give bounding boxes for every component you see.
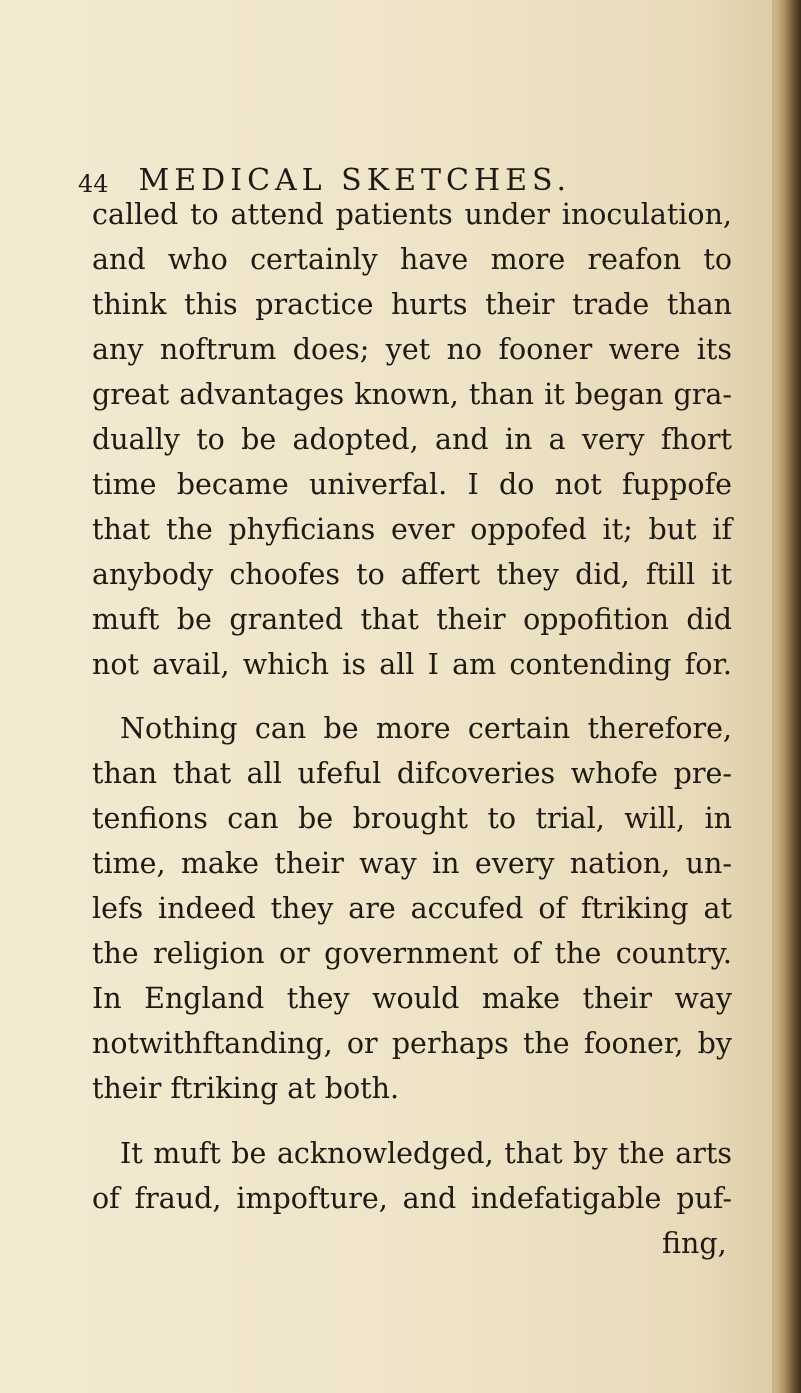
text-line: any noftrum does; yet no fooner were its: [92, 333, 732, 366]
text-line: It muft be acknowledged, that by the arts: [120, 1137, 732, 1170]
text-line: not avail, which is all I am contending for.: [92, 648, 732, 681]
text-line: called to attend patients under inoculation,: [92, 198, 732, 231]
text-line: great advantages known, than it began gra-: [92, 378, 732, 411]
text-line: time became univerfal. I do not fuppofe: [92, 468, 732, 501]
text-line: muft be granted that their oppofition did: [92, 603, 732, 636]
catchword: fing,: [662, 1227, 727, 1260]
text-line: time, make their way in every nation, un-: [92, 847, 732, 880]
text-line: their ftriking at both.: [92, 1072, 400, 1105]
book-gutter: [775, 0, 801, 1393]
page-header: [78, 150, 571, 198]
text-line: lefs indeed they are accufed of ftriking at: [92, 892, 732, 925]
text-line: the religion or government of the country.: [92, 937, 732, 970]
text-line: In England they would make their way: [92, 982, 732, 1015]
text-line: and who certainly have more reafon to: [92, 243, 732, 276]
text-line: tenfions can be brought to trial, will, in: [92, 802, 732, 835]
text-line: notwithftanding, or perhaps the fooner, by: [92, 1027, 732, 1060]
text-line: anybody choofes to affert they did, ftill it: [92, 558, 732, 591]
text-line: dually to be adopted, and in a very fhort: [92, 423, 732, 456]
running-title: MEDICAL SKETCHES.: [138, 163, 572, 198]
page-number: 44: [78, 170, 109, 198]
text-line: Nothing can be more certain therefore,: [120, 712, 732, 745]
text-line: that the phyficians ever oppofed it; but if: [92, 513, 732, 546]
text-line: of fraud, impofture, and indefatigable puf-: [92, 1182, 732, 1215]
text-line: think this practice hurts their trade than: [92, 288, 732, 321]
text-line: than that all ufeful difcoveries whofe pre-: [92, 757, 732, 790]
